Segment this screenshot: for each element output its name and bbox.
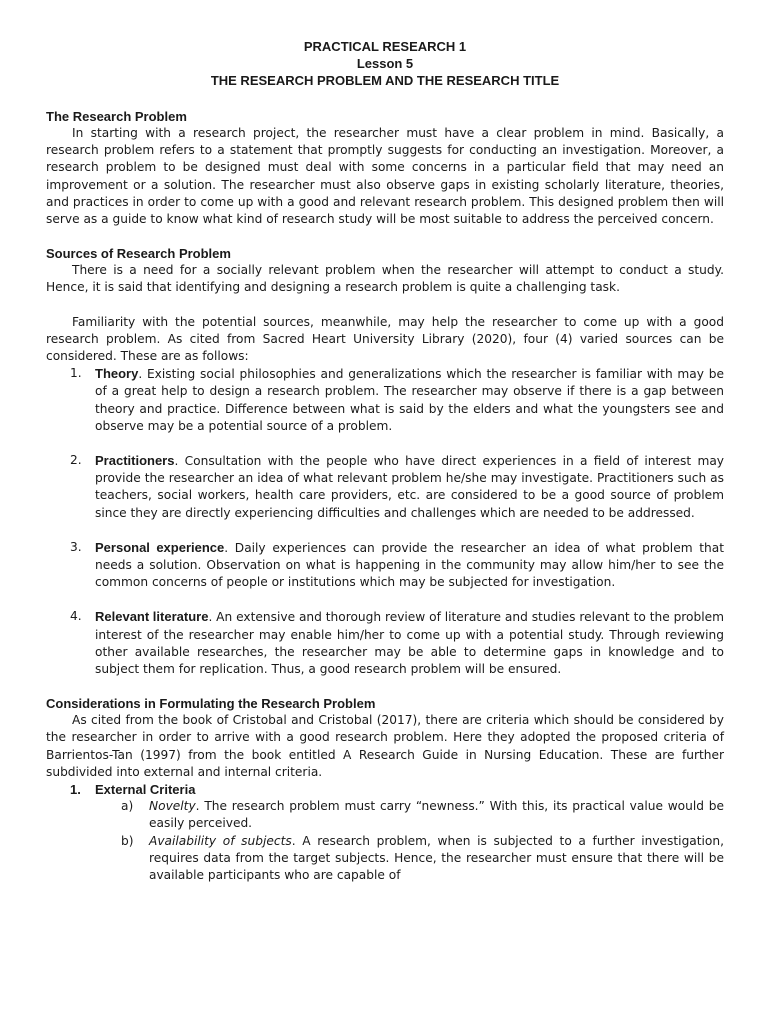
item-term: Availability of subjects [149,833,292,848]
item-text: . The research problem must carry “newness.” With this, its practical value would be easily perceived. [149,799,724,831]
document-header [46,38,724,89]
criteria-label: External Criteria [95,782,196,798]
sources-paragraph-1: There is a need for a socially relevant problem when the researcher will attempt to conduct a study. Hence, it is said that identifying and designing a research problem is quite a challenging task. [46,263,724,295]
item-text: . A research problem, when is subjected to a further investigation, requires data from the target subjects. Hence, the researcher must ensure that there will be available participants who are capable of [149,833,724,882]
research-problem-paragraph: In starting with a research project, the researcher must have a clear problem in mind. Basically, a research problem refers to a statement that promptly suggests for conducting an investigation. Moreover, a research problem to be designed must deal with some concerns in a particular field that may need an improvement or a solution. The researcher must also observe gaps in existing scholarly literature, theories, and practices in order to come up with a good and relevant research problem. This designed problem then will serve as a guide to know what kind of research study will be most suitable to address the perceived concern. [46,126,724,227]
item-number: 1. [70,782,81,798]
list-item [46,539,724,592]
item-number: 3. [70,539,82,554]
item-text: . Existing social philosophies and generalizations which the researcher is familiar with may be of a great help to design a research problem. The researcher may observe if there is a gap between theory and practice. Difference between what is said by the elders and what the youngsters see and observe may be a potential source of a problem. [95,367,724,433]
considerations-heading: Considerations in Formulating the Research Problem [46,696,376,712]
item-number: 2. [70,453,82,468]
list-item [46,608,724,678]
lesson-title: THE RESEARCH PROBLEM AND THE RESEARCH TITLE [210,73,560,88]
item-letter: a) [121,799,134,814]
list-item [46,365,724,435]
item-text: . Daily experiences can provide the researcher an idea of what problem that needs a solution. Observation on what is happening in the community may allow him/her to see the common concerns of people or institutions which may be subjected for investigation. [95,540,724,590]
item-term: Novelty [149,799,196,814]
item-text: . An extensive and thorough review of literature and studies relevant to the problem interest of the researcher may enable him/her to come up with a potential study. Through reviewing other available researches, the researcher may be able to determine gaps in knowledge and to subject them for replication. Thus, a good research problem will be ensured. [95,610,725,677]
list-item [46,833,724,885]
item-term: Relevant literature [95,609,209,625]
item-number: 4. [70,609,82,624]
item-term: Practitioners [95,453,175,469]
external-criteria-heading [46,781,724,798]
course-title: PRACTICAL RESEARCH 1 [303,39,467,54]
considerations-paragraph: As cited from the book of Cristobal and Cristobal (2017), there are criteria which should be considered by the researcher in order to arrive with a good research problem. Here they adopted the proposed criteria of Barrientos-Tan (1997) from the book entitled A Research Guide in Nursing Education. These are further subdivided into external and internal criteria. [46,713,724,779]
sources-paragraph-2: Familiarity with the potential sources, meanwhile, may help the researcher to come up with a good research problem. As cited from Sacred Heart University Library (2020), four (4) varied sources can be considered. These are as follows: [46,314,724,364]
list-item [46,798,724,832]
list-item [46,452,724,522]
item-term: Theory [95,366,139,382]
sources-heading: Sources of Research Problem [46,246,231,262]
document-page [46,38,724,884]
item-number: 1. [70,366,82,381]
sources-list [46,365,724,678]
item-text: . Consultation with the people who have direct experiences in a field of interest may provide the researcher an idea of what relevant problem he/she may investigate. Practitioners such as teachers, social workers, health care providers, etc. are considered to be a good source of problem since they are directly experiencing difficulties and challenges which are needed to be addressed. [95,454,724,520]
research-problem-heading: The Research Problem [46,109,187,124]
item-term: Personal experience [95,539,225,555]
item-letter: b) [121,833,134,848]
lesson-number: Lesson 5 [356,56,414,71]
